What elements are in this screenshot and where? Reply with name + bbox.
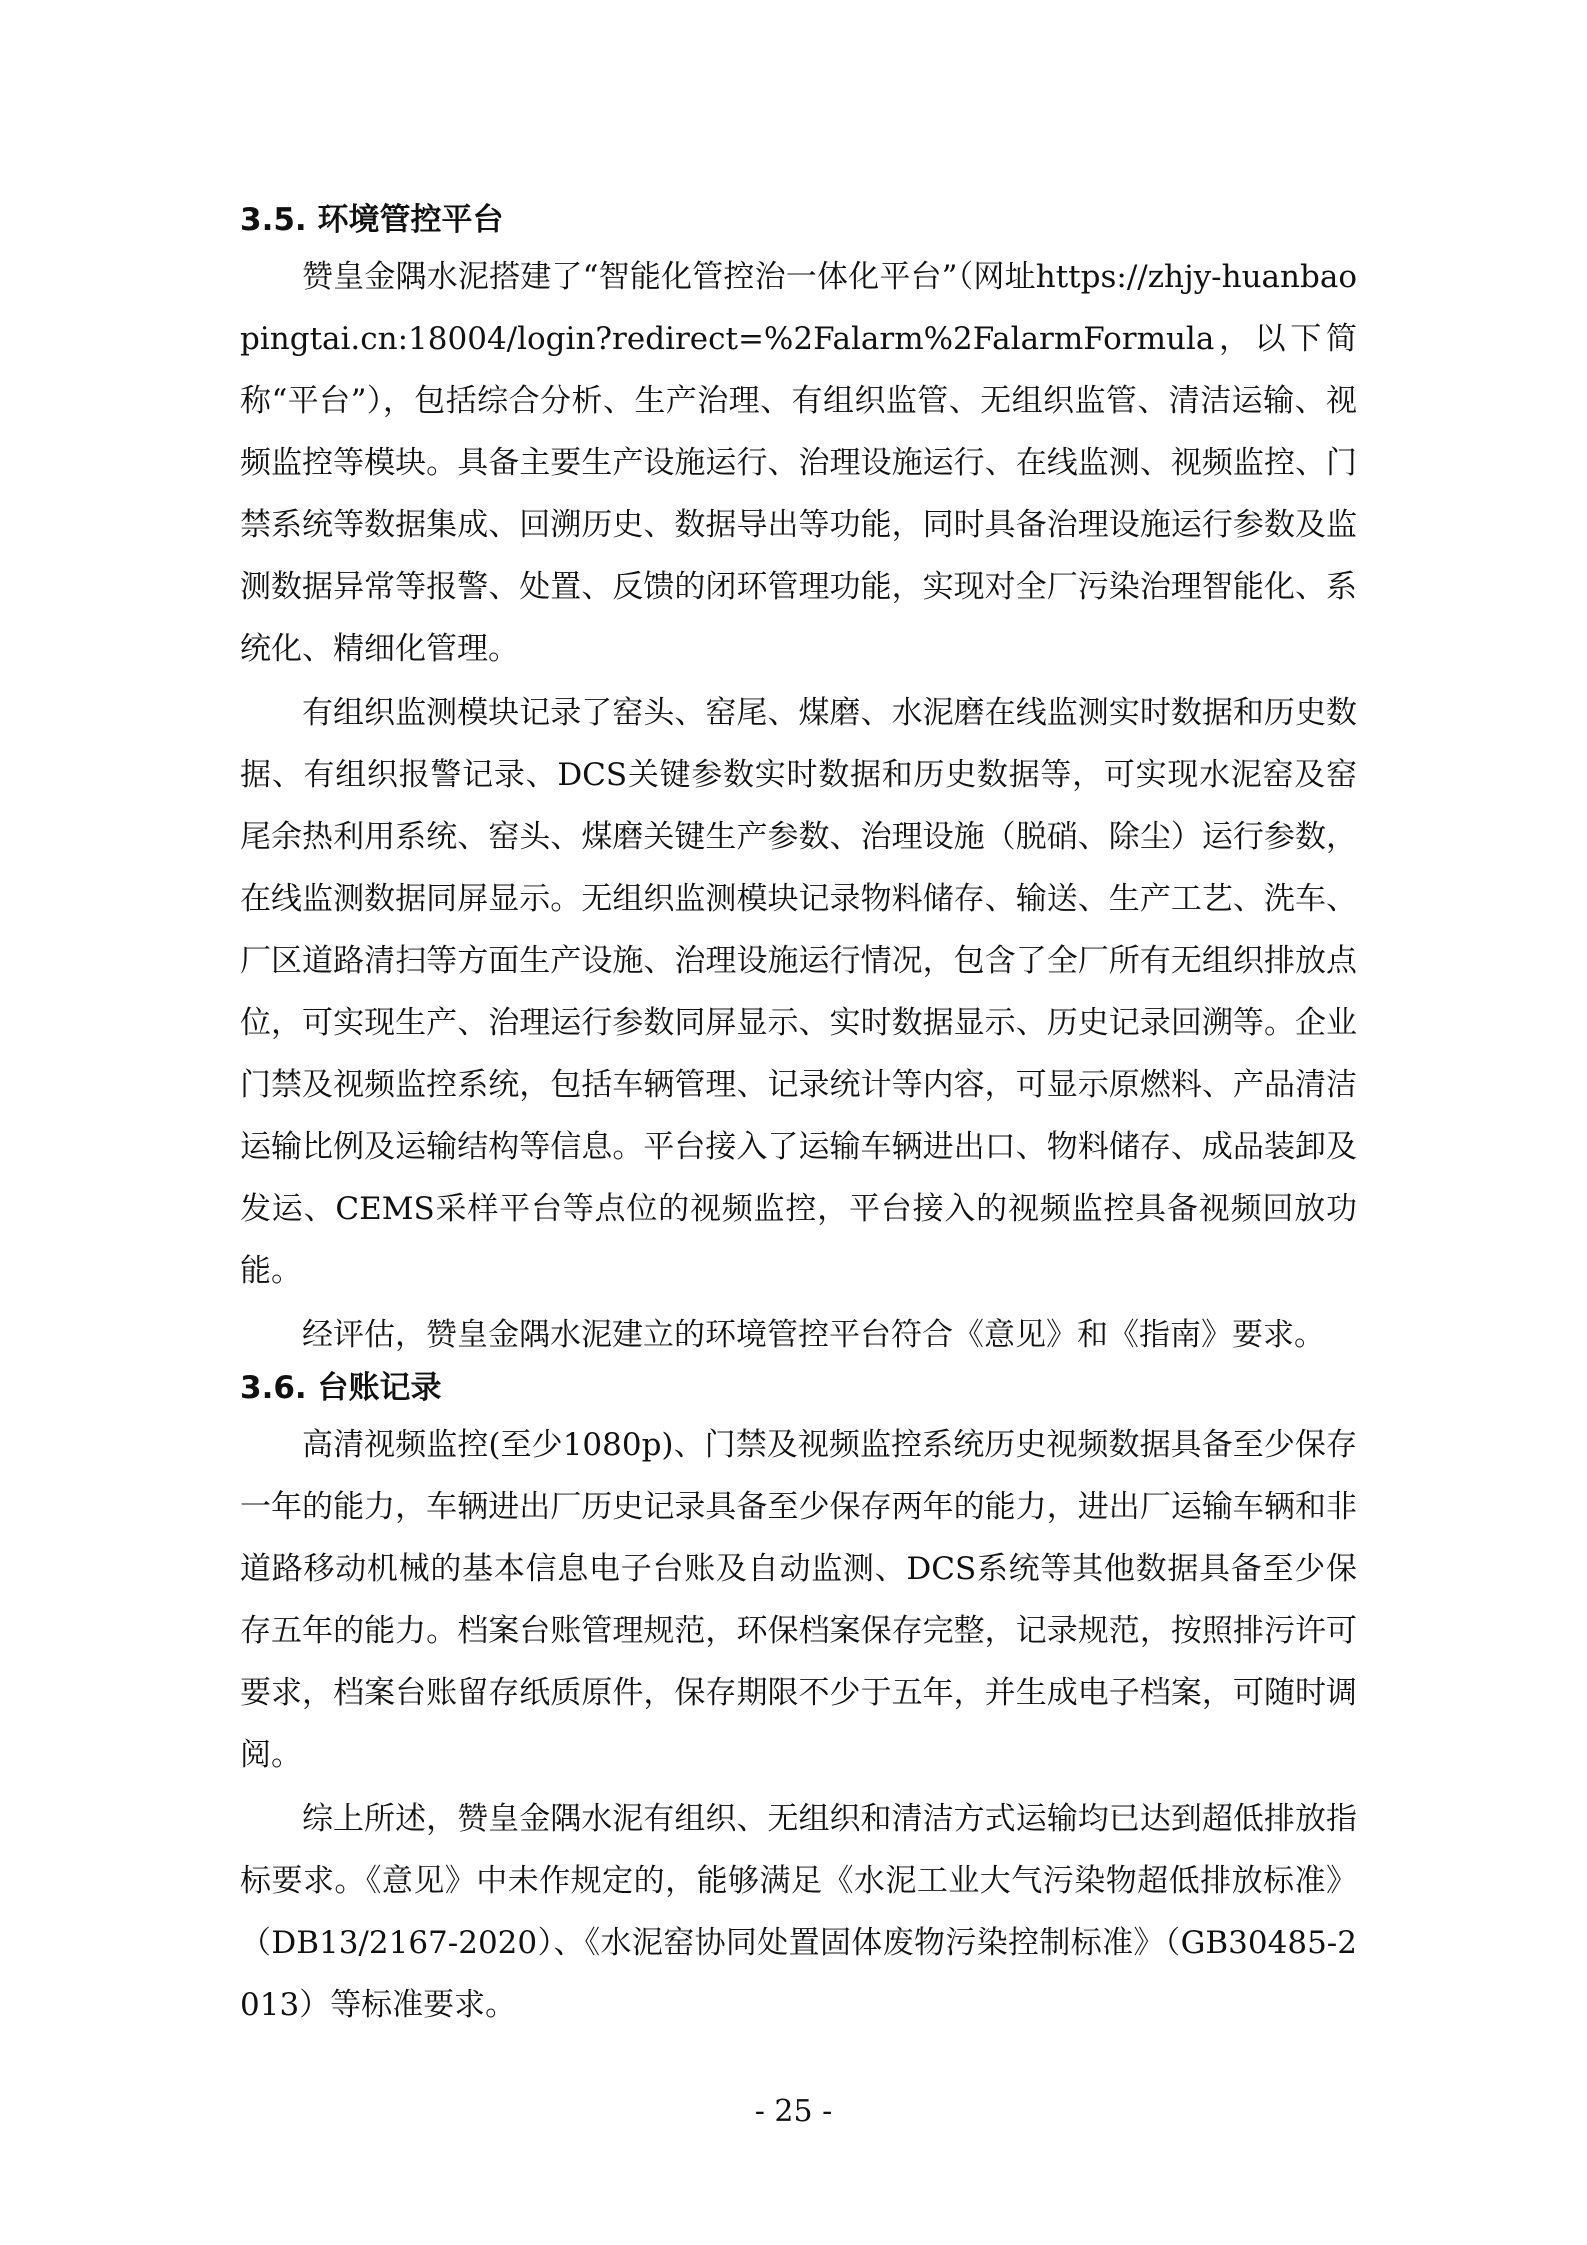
paragraph: 高清视频监控(至少1080p)、门禁及视频监控系统历史视频数据具备至少保存一年的能力，车辆进出厂历史记录具备至少保存两年的能力，进出厂运输车辆和非道路移动机械的基本信息电子台账及自动监测、DCS系统等其他数据具备至少保存五年的能力。档案台账管理规范，环保档案保存完整，记录规范，按照排污许可要求，档案台账留存纸质原件，保存期限不少于五年，并生成电子档案，可随时调阅。 (240, 1427, 1357, 1773)
paragraph: 经评估，赞皇金隅水泥建立的环境管控平台符合《意见》和《指南》要求。 (302, 1317, 1325, 1353)
section-heading-3-6: 3.6. 台账记录 (240, 1370, 442, 1406)
paragraph: 有组织监测模块记录了窑头、窑尾、煤磨、水泥磨在线监测实时数据和历史数据、有组织报警记录、DCS关键参数实时数据和历史数据等，可实现水泥窑及窑尾余热利用系统、窑头、煤磨关键生产参数、治理设施（脱硝、除尘）运行参数，在线监测数据同屏显示。无组织监测模块记录物料储存、输送、生产工艺、洗车、厂区道路清扫等方面生产设施、治理设施运行情况，包含了全厂所有无组织排放点位，可实现生产、治理运行参数同屏显示、实时数据显示、历史记录回溯等。企业门禁及视频监控系统，包括车辆管理、记录统计等内容，可显示原燃料、产品清洁运输比例及运输结构等信息。平台接入了运输车辆进出口、物料储存、成品装卸及发运、CEMS采样平台等点位的视频监控，平台接入的视频监控具备视频回放功能。 (240, 695, 1357, 1289)
paragraph: 综上所述，赞皇金隅水泥有组织、无组织和清洁方式运输均已达到超低排放指标要求。《意见》中未作规定的，能够满足《水泥工业大气污染物超低排放标准》（DB13/2167-2020）、《水泥窑协同处置固体废物污染控制标准》（GB30485-2013）等标准要求。 (240, 1801, 1357, 2023)
document-page (240, 200, 1357, 2038)
paragraph: 赞皇金隅水泥搭建了“智能化管控治一体化平台”（网址https://zhjy-huanbaopingtai.cn:18004/login?redirect=%2Falarm%2FalarmFormula，以下简称“平台”），包括综合分析、生产治理、有组织监管、无组织监管、清洁运输、视频监控等模块。具备主要生产设施运行、治理设施运行、在线监测、视频监控、门禁系统等数据集成、回溯历史、数据导出等功能，同时具备治理设施运行参数及监测数据异常等报警、处置、反馈的闭环管理功能，实现对全厂污染治理智能化、系统化、精细化管理。 (240, 259, 1357, 667)
section-heading-3-5: 3.5. 环境管控平台 (240, 202, 504, 238)
page-number: - 25 - (754, 2094, 833, 2129)
